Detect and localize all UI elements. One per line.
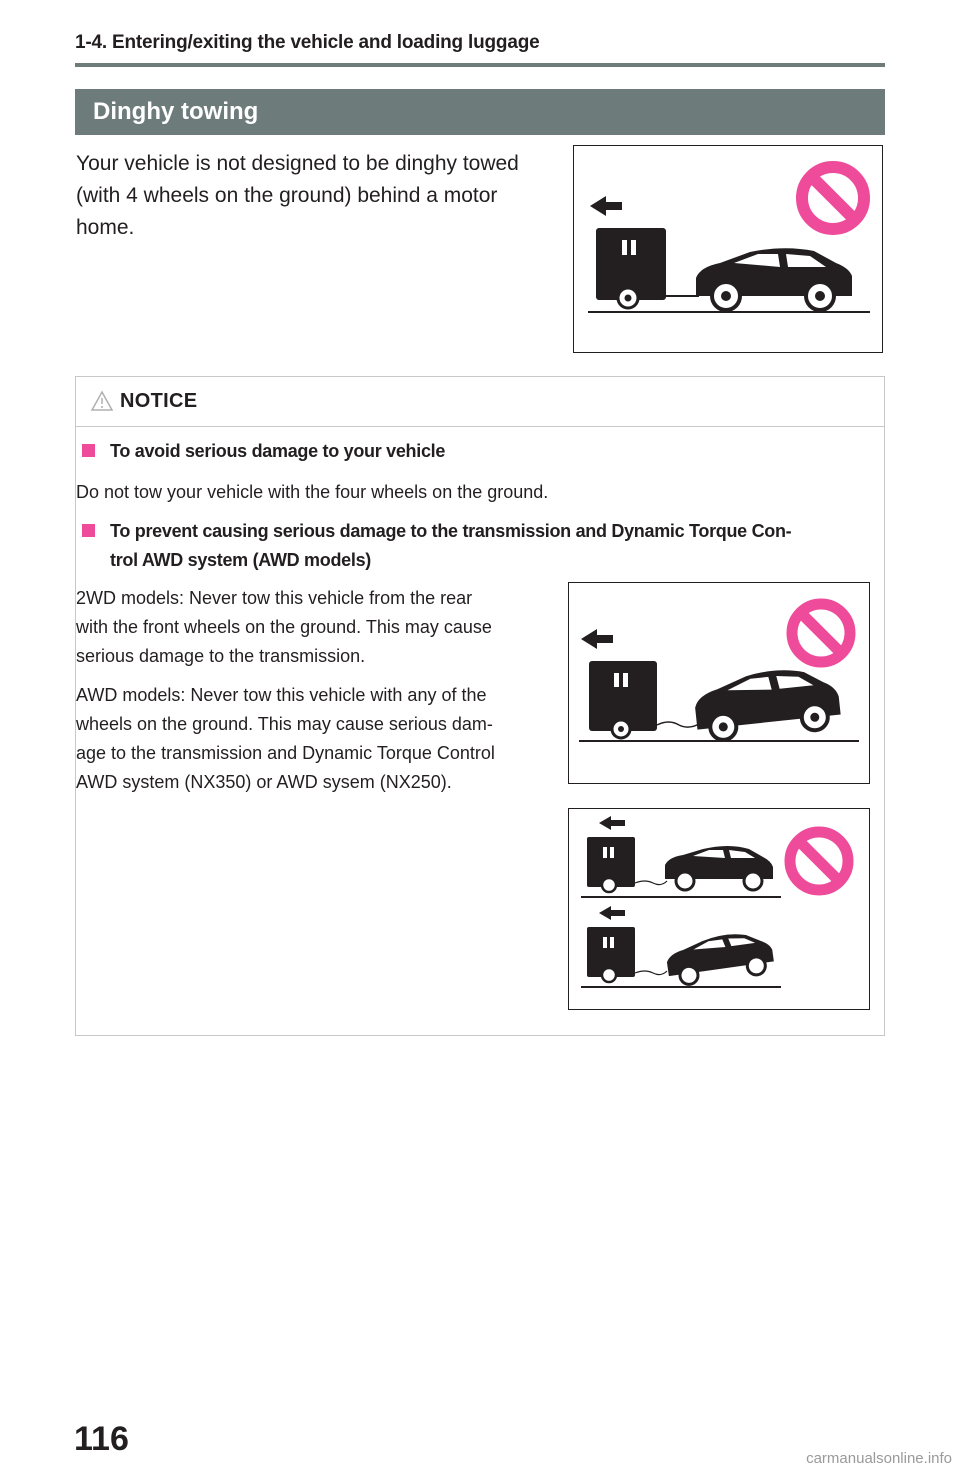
page-number: 116 (74, 1420, 129, 1458)
notice-line: 2WD models: Never tow this vehicle from the rear (76, 588, 473, 608)
chapter-header: 1-4. Entering/exiting the vehicle and loading luggage (75, 32, 540, 53)
notice-text-1: Do not tow your vehicle with the four wheels on the ground. (76, 482, 549, 502)
arrow-left-icon (590, 196, 622, 216)
warning-triangle-icon (90, 390, 114, 412)
dinghy-towing-illustration (574, 146, 884, 354)
watermark: carmanualsonline.info (806, 1450, 952, 1467)
notice-line: AWD models: Never tow this vehicle with any of the (76, 685, 487, 705)
section-title: Dinghy towing (93, 98, 259, 125)
notice-heading-2-line2: trol AWD system (AWD models) (110, 550, 371, 570)
prohibition-icon (790, 832, 848, 890)
awd-tow-figure (568, 808, 870, 1010)
notice-heading-1: To avoid serious damage to your vehicle (110, 441, 446, 461)
arrow-left-icon (581, 629, 613, 649)
arrow-left-icon (599, 906, 625, 920)
notice-line: age to the transmission and Dynamic Torque Control (76, 743, 495, 763)
arrow-left-icon (599, 816, 625, 830)
prohibition-icon (792, 604, 850, 662)
dinghy-towing-figure (573, 145, 883, 353)
bullet-square (82, 444, 95, 457)
rear-tow-figure (568, 582, 870, 784)
rear-tow-illustration (569, 583, 871, 785)
notice-line: serious damage to the transmission. (76, 646, 366, 666)
notice-line: wheels on the ground. This may cause serious dam- (76, 714, 493, 734)
header-rule (75, 63, 885, 67)
awd-tow-illustration (569, 809, 871, 1011)
notice-line: AWD system (NX350) or AWD sysem (NX250). (76, 772, 452, 792)
notice-label: NOTICE (120, 390, 198, 412)
notice-heading-2-line1: To prevent causing serious damage to the transmission and Dynamic Torque Con- (110, 521, 792, 541)
bullet-square (82, 524, 95, 537)
notice-line: with the front wheels on the ground. This may cause (76, 617, 492, 637)
intro-paragraph: Your vehicle is not designed to be dinghy towed (with 4 wheels on the ground) behind a motor home. (76, 152, 519, 239)
notice-header (76, 377, 884, 427)
prohibition-icon (802, 167, 864, 229)
